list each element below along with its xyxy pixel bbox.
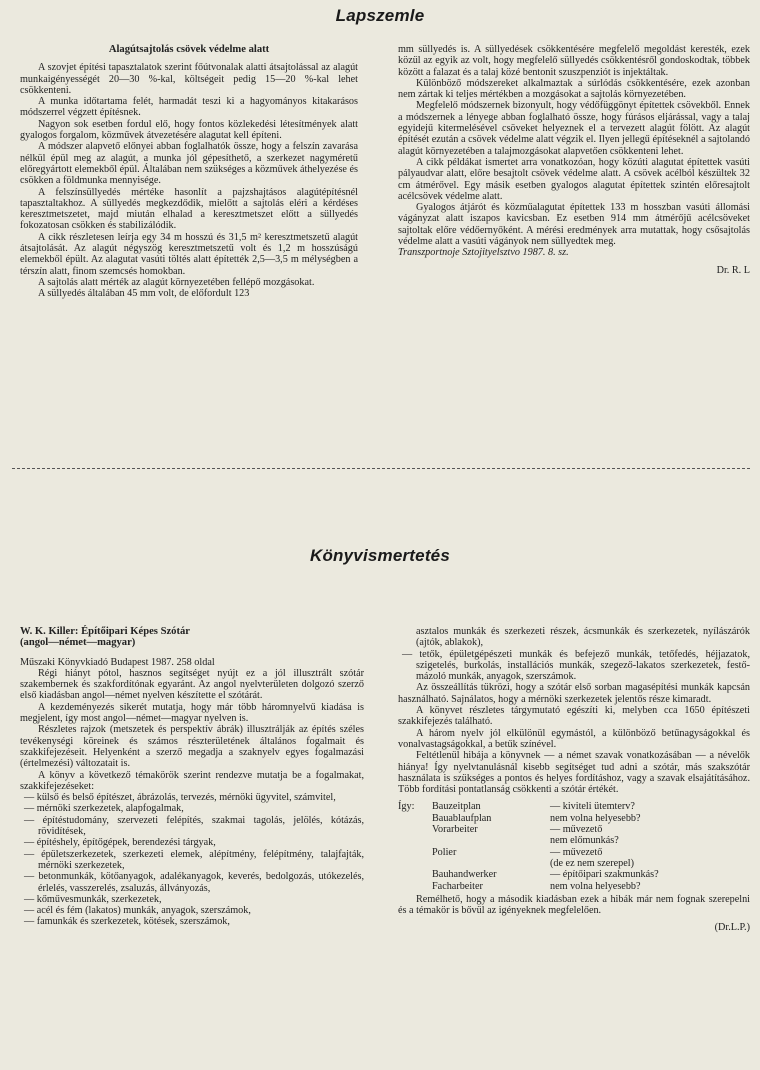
article-paragraph: A süllyedés általában 45 mm volt, de előfordult 123 bbox=[38, 288, 250, 300]
list-item: — épületszerkezetek, szerkezeti elemek, alépítmény, felépítmény, talajfajták, mérnöki szerkezetek, bbox=[20, 849, 364, 872]
glossary-lead bbox=[398, 858, 432, 869]
glossary-term: Bauzeitplan bbox=[432, 801, 481, 813]
glossary-note: nem előmunkás? bbox=[550, 835, 619, 847]
list-item: — tetők, épületgépészeti munkák és befejező munkák, tetőfedés, héjjazatok, szigetelés, burkolás, installációs munkák, szegező-lakatos szerkezetek, festő-mázoló munkák, anyagok, szerszámok. bbox=[398, 649, 750, 683]
article-source: Transzportnoje Sztojityelsztvo 1987. 8. sz. bbox=[398, 247, 569, 259]
article-paragraph: A cikk példákat ismertet arra vonatkozóan, hogy közúti alagutat építettek vasúti pályaudvar alatt, előre besajtolt csövek védelme alatt. A csövek acélból készültek 32 cm átmérővel. Egy másik esetben gyalogos alagutat építettek szintén előresajtolt acélcsövek védelme alatt. bbox=[398, 156, 750, 202]
article-paragraph: A módszer alapvető előnyei abban foglalhatók össze, hogy a felszín zavarása nélkül épül meg az alagút, a munka jól gépesíthető, a szerkezet nagyméretű előregyártott elemekből épül. Általában nem szükséges a közművek áthelyezése és csökken a földmunka mennyisége. bbox=[20, 141, 358, 187]
glossary-note: nem volna helyesebb? bbox=[550, 880, 641, 892]
article-signature: Dr. R. L bbox=[716, 264, 750, 276]
glossary-term: Bauhandwerker bbox=[432, 869, 497, 881]
list-item: — építéshely, építőgépek, berendezési tárgyak, bbox=[20, 837, 364, 848]
section-title-konyvismertetes: Könyvismertetés bbox=[309, 546, 450, 565]
glossary-lead bbox=[398, 881, 432, 892]
review-paragraph: A három nyelv jól elkülönül egymástól, a különböző betűnagyságokkal és vonalvastagságokkal, a betűk színével. bbox=[398, 727, 750, 750]
glossary-term bbox=[432, 858, 550, 869]
article-paragraph: A cikk részletesen leírja egy 34 m hosszú és 31,5 m² keresztmetszetű alagút átsajtolását. Az alagút négyszög keresztmetszetű volt és 1,2 m hosszúságú elemekből épült. Az alagutat vasúti töltés alatt építették 2,5—3,5 m mélységben a térszín alatt, finom szemcsés homokban. bbox=[20, 231, 358, 277]
review-paragraph: Az összeállítás tükrözi, hogy a szótár első sorban magasépítési munkák kapcsán használható. Sajnálatos, hogy a mérnöki szerkezetek jelentős része kimaradt. bbox=[398, 682, 750, 705]
list-item: — betonmunkák, kötőanyagok, adalékanyagok, keverés, bedolgozás, utókezelés, érlelés, vasszerelés, zsaluzás, állványozás, bbox=[20, 871, 364, 894]
review-paragraph: Feltétlenül hibája a könyvnek — a német szavak vonatkozásában — a névelők hiánya! Így nyelvtanulásnál kisebb segítséget tud adni a szótár, más szakszótár használata is szükséges a pontos és helyes fordításhoz, vagy a szavak elsajátításához. Több fordítási pontatlanság csökkenti a szótár értékét. bbox=[398, 750, 750, 796]
book-title-main: W. K. Killer: Építőipari Képes Szótár bbox=[20, 626, 190, 637]
article-paragraph: Nagyon sok esetben fordul elő, hogy fontos közlekedési létesítmények alatt gyalogos forgalom, közművek átvezetésére alagutat kell építeni. bbox=[20, 118, 358, 142]
glossary-term: Facharbeiter bbox=[432, 880, 483, 892]
list-item: — acél és fém (lakatos) munkák, anyagok, szerszámok, bbox=[20, 905, 364, 916]
glossary-note: — kiviteli ütemterv? bbox=[550, 801, 635, 813]
glossary-lead bbox=[398, 824, 432, 835]
review-right-column bbox=[398, 626, 750, 934]
glossary-lead bbox=[398, 835, 432, 846]
article-paragraph: A munka időtartama felét, harmadát teszi ki a hagyományos kitakarásos módszerrel végzett építésnek. bbox=[20, 96, 358, 119]
review-signature: (Dr.L.P.) bbox=[714, 922, 750, 934]
article-paragraph: A sajtolás alatt mérték az alagút környezetében fellépő mozgásokat. bbox=[38, 276, 315, 288]
glossary-term: Polier bbox=[432, 846, 457, 858]
review-paragraph: Régi hiányt pótol, hasznos segítséget nyújt ez a jól illusztrált szótár szakembernek és szakfordítónak egyaránt. Az angol nyelvterületen dolgozó szerző első kiadásban angol—német nyelven készítette el szótárát. bbox=[20, 667, 364, 702]
book-title bbox=[20, 626, 364, 649]
review-paragraph: A kezdeményezés sikerét mutatja, hogy már több háromnyelvű kiadása is megjelent, így most angol—német—magyar nyelven is. bbox=[20, 701, 364, 725]
glossary-note: — művezető bbox=[550, 824, 603, 836]
glossary-lead: Így: bbox=[398, 801, 415, 813]
list-item: — famunkák és szerkezetek, kötések, szerszámok, bbox=[20, 916, 364, 927]
article-title: Alagútsajtolás csövek védelme alatt bbox=[108, 44, 270, 55]
glossary-term bbox=[432, 835, 550, 846]
article-right-column bbox=[398, 44, 750, 276]
review-closing: Remélhető, hogy a második kiadásban ezek a hibák már nem fognak szerepelni és a témakör is bővül az igényeknek megfelelően. bbox=[398, 893, 750, 917]
glossary-lead bbox=[398, 813, 432, 824]
glossary-note: — építőipari szakmunkás? bbox=[550, 869, 659, 881]
section-divider bbox=[12, 468, 750, 469]
list-item: — kőművesmunkák, szerkezetek, bbox=[20, 894, 364, 905]
glossary-lead bbox=[398, 869, 432, 880]
review-paragraph: Részletes rajzok (metszetek és perspektív ábrák) illusztrálják az építés széles tevékenységi köreinek és számos részterületének általános fogalmait és szakkifejezéseit. Helyenként a szerző megadja a szaknyelv egyes fogalmazási (értelmezési) változatait is. bbox=[20, 724, 364, 770]
glossary-note: (de ez nem szerepel) bbox=[550, 857, 634, 869]
list-item: — építéstudomány, szervezeti felépítés, szakmai tagolás, jelölés, kótázás, rövidítések, bbox=[20, 815, 364, 838]
article-paragraph: Megfelelő módszernek bizonyult, hogy védőfüggönyt építettek csövekből. Ennek a módszernek a lényege abban foglalható össze, hogy fúrásos eljárással, vagy a talaj egyidejű kitermelésével csöveket helyeznek el a tervezett alagút fölött. Az alagút építését ezután a csövek védelme alatt végzik el. Ilyen jellegű építéseknél a sajtolandó alagút környezetében a talajmozgásokat alapvetően csökkenteni lehet. bbox=[398, 100, 750, 157]
review-paragraph: A könyv a következő témakörök szerint rendezve mutatja be a fogalmakat, szakkifejezéseket: bbox=[20, 769, 364, 792]
book-publisher: Műszaki Könyvkiadó Budapest 1987. 258 oldal bbox=[20, 656, 215, 668]
article-paragraph: A felszínsüllyedés mértéke hasonlít a pajzshajtásos alagútépítésnél tapasztaltakhoz. A süllyedés megkezdődik, mielőtt a sajtolás eléri a kérdéses keresztmetszetet, majd miután elhalad a keresztmetszet előtt a süllyedés fokozatosan csökken és stabilizálódik. bbox=[20, 186, 358, 232]
glossary-note: nem volna helyesebb? bbox=[550, 812, 641, 824]
review-left-column bbox=[20, 626, 364, 928]
list-item: — mérnöki szerkezetek, alapfogalmak, bbox=[20, 803, 364, 814]
article-paragraph: mm süllyedés is. A süllyedések csökkentésére megfelelő megoldást keresték, ezek közül az egyik az volt, hogy megfelelő süllyedés csökkentésről gondoskodtak, többek között a falazat és a talaj közé bentonit szuszpenziót is injektáltak. bbox=[398, 44, 750, 78]
glossary-term: Bauablaufplan bbox=[432, 812, 492, 824]
topic-list bbox=[20, 792, 364, 928]
list-item-continuation: asztalos munkák és szerkezeti részek, ácsmunkák és szerkezetek, nyílászárók (ajtók, ablakok), bbox=[416, 626, 750, 649]
topic-list bbox=[398, 649, 750, 683]
glossary-table bbox=[398, 801, 750, 891]
section-title-lapszemle: Lapszemle bbox=[335, 6, 425, 25]
glossary-lead bbox=[398, 847, 432, 858]
article-paragraph: Különböző módszereket alkalmaztak a súrlódás csökkentésére, ezek azonban nem zártak ki teljes mértékben a mozgásokat a sajtolás környezetében. bbox=[398, 77, 750, 101]
book-title-languages: (angol—német—magyar) bbox=[20, 637, 136, 649]
article-left-column bbox=[20, 44, 358, 300]
article-paragraph: Gyalogos átjárót és közműalagutat építettek 133 m hosszban vasúti állomási vágányzat alatt iszapos kavicsban. Ez esetben 914 mm átmérőjű acélcsöveket sajtoltak előre védőernyőként. A mérési eredmények arra mutattak, hogy csősajtolás védelme alatt a vasúti vágányok nem süllyedtek meg. bbox=[398, 202, 750, 248]
glossary-term: Vorarbeiter bbox=[432, 824, 478, 836]
review-paragraph: A könyvet részletes tárgymutató egészíti ki, melyben cca 1650 építészeti szakkifejezés található. bbox=[398, 705, 750, 728]
article-paragraph: A szovjet építési tapasztalatok szerint főútvonalak alatti átsajtolással az alagút munkaigényességét 20—30 %-kal, költségeit pedig 15—20 %-kal lehet csökkenteni. bbox=[20, 62, 358, 96]
glossary-note: — művezető bbox=[550, 846, 603, 858]
list-item: — külső és belső építészet, ábrázolás, tervezés, mérnöki ügyvitel, számvitel, bbox=[20, 792, 364, 803]
